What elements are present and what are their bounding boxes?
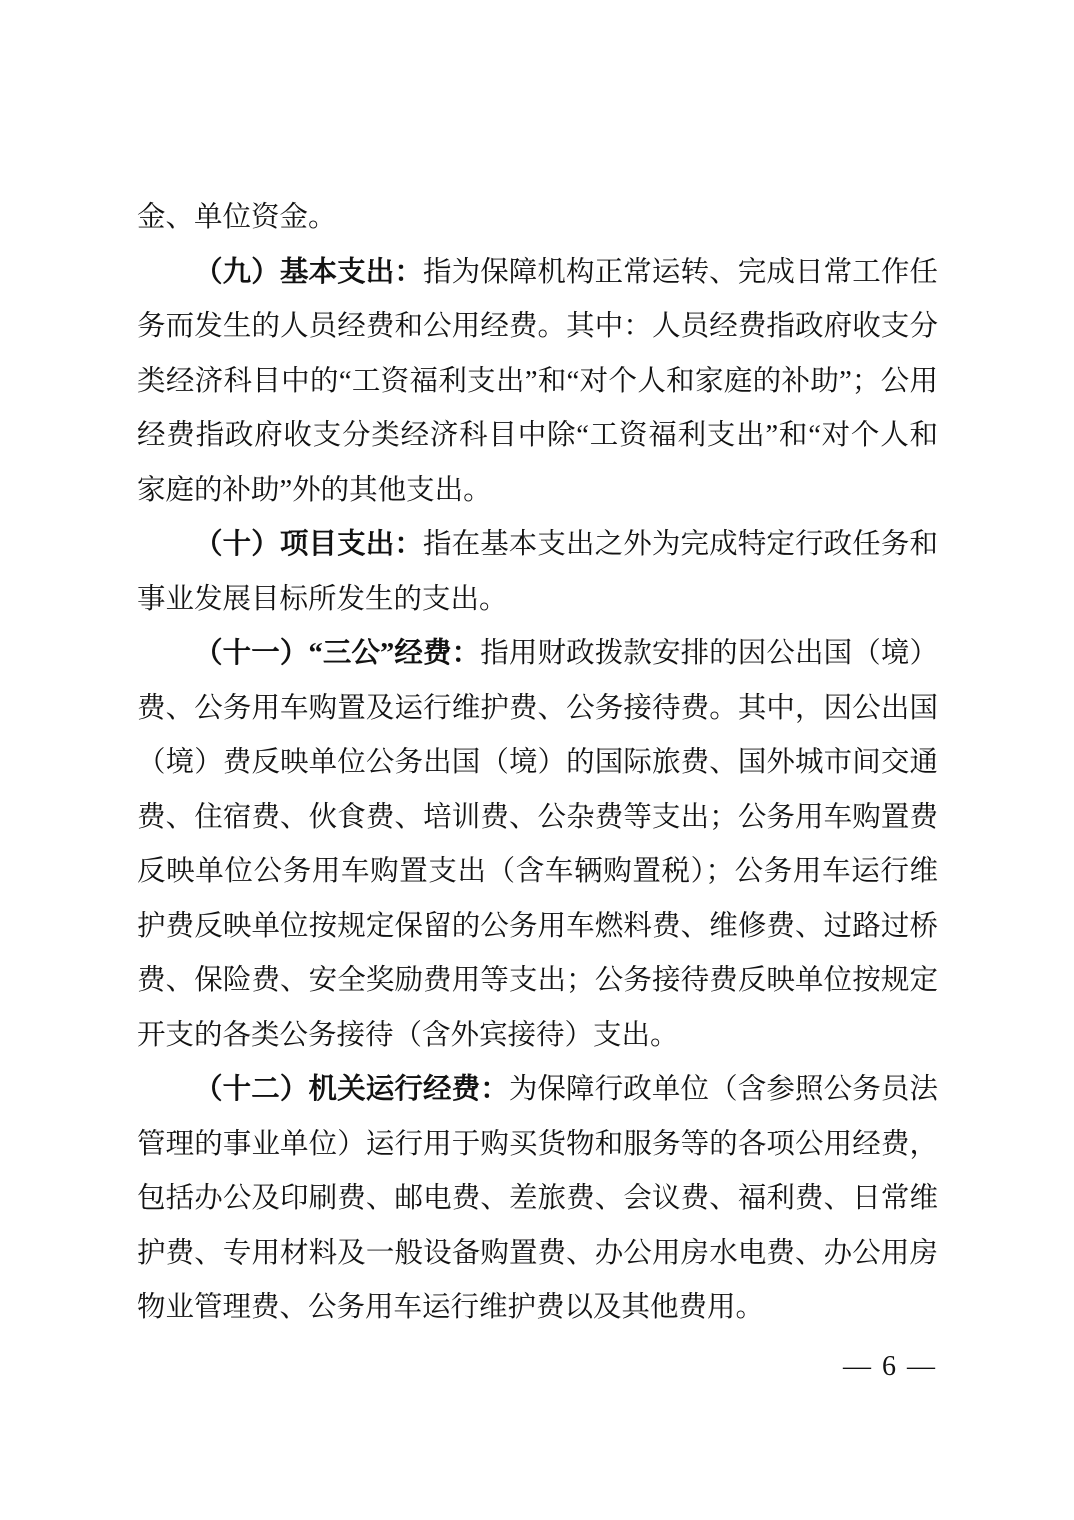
paragraph-lead: （十）项目支出：: [194, 529, 423, 560]
page-footer: [0, 1350, 937, 1384]
paragraph-text: 为保障行政单位（含参照公务员法管理的事业单位）运行用于购买货物和服务等的各项公用经费，包括办公及印刷费、邮电费、差旅费、会议费、福利费、日常维护费、专用材料及一般设备购置费、办公用房水电费、办公用房物业管理费、公务用车运行维护费以及其他费用。: [137, 1074, 938, 1323]
paragraph-item-9: [137, 246, 938, 519]
paragraph-item-10: [137, 518, 938, 627]
paragraph-lead: （十二）机关运行经费：: [194, 1074, 509, 1105]
paragraph-item-12: [137, 1063, 938, 1336]
paragraph-item-11: [137, 627, 938, 1063]
paragraph-text: 指为保障机构正常运转、完成日常工作任务而发生的人员经费和公用经费。其中：人员经费指政府收支分类经济科目中的“工资福利支出”和“对个人和家庭的补助”；公用经费指政府收支分类经济科目中除“工资福利支出”和“对个人和家庭的补助”外的其他支出。: [137, 256, 938, 506]
paragraph-text: 指用财政拨款安排的因公出国（境）费、公务用车购置及运行维护费、公务接待费。其中，因公出国（境）费反映单位公务出国（境）的国际旅费、国外城市间交通费、住宿费、伙食费、培训费、公杂费等支出；公务用车购置费反映单位公务用车购置支出（含车辆购置税）；公务用车运行维护费反映单位按规定保留的公务用车燃料费、维修费、过路过桥费、保险费、安全奖励费用等支出；公务接待费反映单位按规定开支的各类公务接待（含外宾接待）支出。: [137, 638, 938, 1051]
paragraph-text: 指在基本支出之外为完成特定行政任务和事业发展目标所发生的支出。: [137, 529, 938, 615]
document-body: [137, 191, 938, 1336]
paragraph-lead: （十一）“三公”经费：: [194, 638, 481, 669]
paragraph-text: 金、单位资金。: [137, 202, 337, 233]
paragraph-continuation: [137, 191, 938, 246]
paragraph-lead: （九）基本支出：: [194, 256, 423, 288]
page-number: — 6 —: [843, 1351, 937, 1382]
